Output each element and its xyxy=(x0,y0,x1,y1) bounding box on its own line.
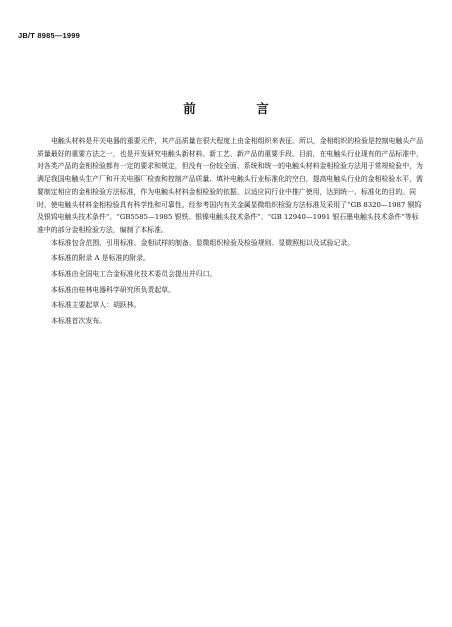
preface-paragraph-author: 本标准主要起草人：胡跃林。 xyxy=(51,301,141,310)
preface-paragraph-scope: 本标准包含范围、引用标准、金相试样的制备、显微组织检验及检验规则、显微照相以及试验记录。 xyxy=(51,238,355,247)
preface-paragraph-proposer: 本标准由全国电工合金标准化技术委员会提出并归口。 xyxy=(51,270,217,279)
preface-paragraph-first-issue: 本标准首次发布。 xyxy=(51,317,107,326)
standard-code: JB/T 8985—1999 xyxy=(18,31,81,40)
preface-paragraph-appendix: 本标准的附录 A 是标准的附录。 xyxy=(51,254,150,263)
preface-paragraph-drafter: 本标准由桂林电器科学研究所负责起草。 xyxy=(51,285,176,294)
preface-paragraph-main: 电触头材料是开关电器的重要元件，其产品质量在很大程度上由金相组织来表征。所以，金相组织的检验是控制电触头产品质量最好的重要方法之一，也是开发研究电触头新材料、新工艺、新产品的重要手段。目前，在电触头行业现有的产品标准中，对各类产品的金相检验都有一定的要求和规定，但没有一份较全面、系统和统一的电触头材料金相检验方法用于常规检验中，为满足我国电触头生产厂和开关电器厂检查和控制产品质量、填补电触头行业标准化的空白，提高电触头行业的金相检验水平，需要制定相应的金相检验方法标准，作为电触头材料金相检验的依据，以适应同行业中推广使用，达到统一、标准化的目的。同时，使电触头材料金相检验具有科学性和可靠性。经参考国内有关金属显微组织检验方法标准及采用了“GB 8320—1987 铜钨及银钨电触头技术条件”、“GB5585—1985 银铁、银镍电触头技术条件”、“GB 12940—1991 银石墨电触头技术条件”等标准中的部分金相检验方法，编制了本标准。 xyxy=(37,137,424,234)
preface-body xyxy=(37,135,425,328)
page-title: 前 言 xyxy=(183,101,293,116)
